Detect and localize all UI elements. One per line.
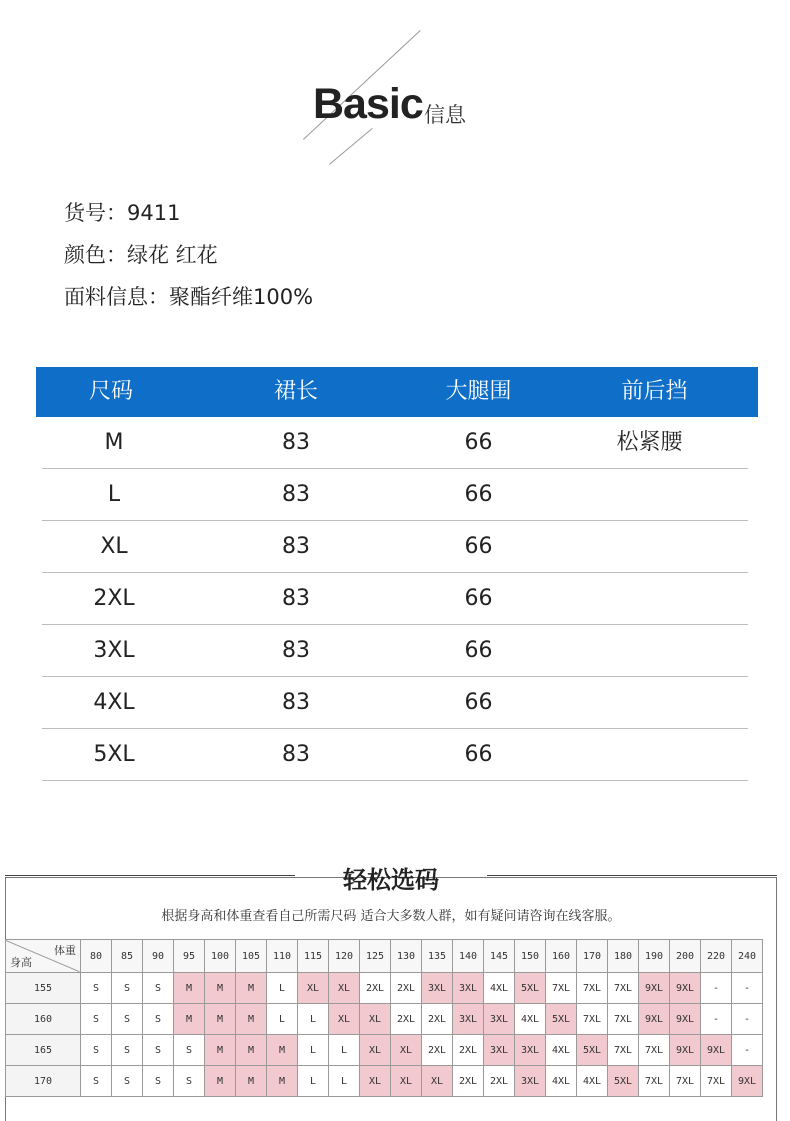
table-row (42, 625, 748, 677)
item-number: 货号：9411 (64, 201, 181, 225)
weight-cell: 105 (236, 940, 267, 973)
cell-rise: 松紧腰 (616, 430, 683, 455)
cell-thigh: 66 (464, 638, 493, 663)
size-cell: XL (329, 973, 360, 1004)
size-cell: S (81, 973, 112, 1004)
size-cell: M (267, 1066, 298, 1097)
weight-cell: 120 (329, 940, 360, 973)
weight-cell: 110 (267, 940, 298, 973)
size-grid (5, 939, 763, 1097)
size-cell: 3XL (515, 1066, 546, 1097)
cell-length: 83 (282, 586, 310, 611)
size-cell: S (174, 1066, 205, 1097)
weight-cell: 145 (484, 940, 515, 973)
size-cell: M (205, 1066, 236, 1097)
size-cell: L (298, 1004, 329, 1035)
size-cell: 7XL (608, 1004, 639, 1035)
size-cell: 7XL (639, 1035, 670, 1066)
size-cell: 4XL (515, 1004, 546, 1035)
size-cell: - (701, 973, 732, 1004)
size-cell: 7XL (577, 1004, 608, 1035)
weight-header-row (6, 940, 763, 973)
table-row (42, 677, 748, 729)
cell-length: 83 (282, 482, 310, 507)
cell-length: 83 (282, 430, 310, 455)
size-cell: M (267, 1035, 298, 1066)
size-cell: 7XL (701, 1066, 732, 1097)
size-cell: L (298, 1066, 329, 1097)
height-label: 身高 (10, 956, 32, 969)
height-row (6, 1004, 763, 1035)
size-cell: XL (391, 1035, 422, 1066)
size-cell: 2XL (360, 973, 391, 1004)
weight-cell: 240 (732, 940, 763, 973)
weight-cell: 180 (608, 940, 639, 973)
table-row (42, 469, 748, 521)
size-cell: 4XL (546, 1035, 577, 1066)
cell-thigh: 66 (464, 430, 493, 455)
size-cell: M (236, 1004, 267, 1035)
size-cell: - (732, 973, 763, 1004)
chart-description: 根据身高和体重查看自己所需尺码 适合大多数人群，如有疑问请咨询在线客服。 (161, 909, 621, 924)
size-table (36, 367, 758, 781)
cell-rise (551, 625, 748, 676)
cell-size: 4XL (93, 690, 135, 715)
size-cell: 9XL (639, 973, 670, 1004)
size-cell: S (143, 1004, 174, 1035)
size-cell: 4XL (546, 1066, 577, 1097)
size-cell: 7XL (670, 1066, 701, 1097)
size-cell: M (205, 1004, 236, 1035)
size-cell: S (81, 1066, 112, 1097)
cell-length: 83 (282, 742, 310, 767)
header-thigh: 大腿围 (445, 379, 512, 404)
height-row (6, 973, 763, 1004)
size-cell: S (81, 1035, 112, 1066)
size-cell: 9XL (670, 973, 701, 1004)
size-cell: 2XL (422, 1035, 453, 1066)
weight-cell: 100 (205, 940, 236, 973)
size-cell: M (236, 1035, 267, 1066)
size-cell: 9XL (701, 1035, 732, 1066)
size-cell: - (732, 1004, 763, 1035)
size-cell: S (143, 1035, 174, 1066)
cell-size: 3XL (93, 638, 135, 663)
size-table-header (36, 367, 758, 417)
title-cn: 信息 (424, 103, 466, 127)
size-cell: 3XL (453, 1004, 484, 1035)
cell-length: 83 (282, 690, 310, 715)
product-info (64, 192, 313, 318)
size-cell: XL (391, 1066, 422, 1097)
header-rise: 前后挡 (621, 379, 688, 404)
weight-cell: 170 (577, 940, 608, 973)
cell-length: 83 (282, 638, 310, 663)
table-row (42, 417, 748, 469)
weight-cell: 95 (174, 940, 205, 973)
size-cell: 7XL (639, 1066, 670, 1097)
size-cell: 3XL (484, 1004, 515, 1035)
easy-size-chart (5, 852, 777, 1120)
height-cell: 160 (6, 1004, 81, 1035)
cell-rise (551, 469, 748, 520)
weight-cell: 220 (701, 940, 732, 973)
size-cell: 7XL (577, 973, 608, 1004)
cell-size: L (107, 482, 121, 507)
cell-thigh: 66 (464, 534, 493, 559)
size-cell: XL (329, 1004, 360, 1035)
size-cell: XL (360, 1066, 391, 1097)
size-table-body (42, 417, 748, 781)
weight-cell: 115 (298, 940, 329, 973)
table-row (42, 729, 748, 781)
size-cell: L (329, 1035, 360, 1066)
size-cell: - (732, 1035, 763, 1066)
weight-cell: 85 (112, 940, 143, 973)
size-cell: 3XL (515, 1035, 546, 1066)
weight-cell: 135 (422, 940, 453, 973)
height-cell: 165 (6, 1035, 81, 1066)
size-cell: M (174, 973, 205, 1004)
cell-rise (551, 521, 748, 572)
size-cell: S (81, 1004, 112, 1035)
table-row (42, 573, 748, 625)
size-cell: XL (360, 1035, 391, 1066)
cell-rise (551, 677, 748, 728)
weight-cell: 90 (143, 940, 174, 973)
size-cell: 4XL (577, 1066, 608, 1097)
chart-title: 轻松选码 (343, 866, 439, 894)
corner-cell (6, 940, 81, 973)
size-cell: S (143, 1066, 174, 1097)
size-cell: 2XL (391, 973, 422, 1004)
title-en: Basic (313, 80, 423, 128)
size-cell: 2XL (422, 1004, 453, 1035)
cell-size: XL (100, 534, 128, 559)
size-cell: XL (422, 1066, 453, 1097)
cell-rise (551, 729, 748, 780)
weight-cell: 200 (670, 940, 701, 973)
height-row (6, 1066, 763, 1097)
size-cell: XL (298, 973, 329, 1004)
height-cell: 170 (6, 1066, 81, 1097)
size-cell: S (143, 973, 174, 1004)
weight-label: 体重 (54, 944, 76, 957)
height-row (6, 1035, 763, 1066)
decor-line (329, 128, 373, 165)
size-cell: 9XL (670, 1035, 701, 1066)
height-cell: 155 (6, 973, 81, 1004)
size-cell: 7XL (608, 973, 639, 1004)
weight-cell: 140 (453, 940, 484, 973)
size-cell: M (205, 973, 236, 1004)
size-cell: 3XL (422, 973, 453, 1004)
size-cell: L (267, 973, 298, 1004)
size-cell: 7XL (546, 973, 577, 1004)
size-cell: 5XL (515, 973, 546, 1004)
size-cell: M (174, 1004, 205, 1035)
size-cell: S (112, 1004, 143, 1035)
header-size: 尺码 (88, 379, 133, 404)
size-cell: 5XL (546, 1004, 577, 1035)
header-length: 裙长 (273, 379, 318, 404)
size-cell: M (236, 1066, 267, 1097)
weight-cell: 150 (515, 940, 546, 973)
header (0, 0, 790, 180)
size-cell: 2XL (391, 1004, 422, 1035)
weight-cell: 125 (360, 940, 391, 973)
fabric-info: 面料信息：聚酯纤维100% (64, 285, 314, 309)
size-cell: S (112, 1066, 143, 1097)
size-cell: S (112, 1035, 143, 1066)
color-info: 颜色：绿花 红花 (64, 243, 218, 267)
size-cell: 4XL (484, 973, 515, 1004)
size-cell: M (205, 1035, 236, 1066)
size-cell: 2XL (453, 1035, 484, 1066)
size-cell: 2XL (484, 1066, 515, 1097)
size-cell: 5XL (608, 1066, 639, 1097)
size-cell: 9XL (639, 1004, 670, 1035)
size-cell: 3XL (484, 1035, 515, 1066)
table-row (42, 521, 748, 573)
size-cell: 3XL (453, 973, 484, 1004)
size-cell: 7XL (608, 1035, 639, 1066)
cell-thigh: 66 (464, 742, 493, 767)
cell-length: 83 (282, 534, 310, 559)
size-cell: XL (360, 1004, 391, 1035)
size-cell: L (267, 1004, 298, 1035)
size-cell: 9XL (732, 1066, 763, 1097)
cell-size: M (104, 430, 124, 455)
size-cell: S (112, 973, 143, 1004)
size-cell: M (236, 973, 267, 1004)
weight-cell: 160 (546, 940, 577, 973)
cell-rise (551, 573, 748, 624)
size-cell: 5XL (577, 1035, 608, 1066)
size-cell: 9XL (670, 1004, 701, 1035)
cell-thigh: 66 (464, 482, 493, 507)
weight-cell: 130 (391, 940, 422, 973)
size-cell: 2XL (453, 1066, 484, 1097)
weight-cell: 190 (639, 940, 670, 973)
cell-size: 5XL (93, 742, 135, 767)
size-cell: L (298, 1035, 329, 1066)
weight-cell: 80 (81, 940, 112, 973)
size-cell: - (701, 1004, 732, 1035)
size-cell: L (329, 1066, 360, 1097)
cell-thigh: 66 (464, 690, 493, 715)
size-cell: S (174, 1035, 205, 1066)
cell-thigh: 66 (464, 586, 493, 611)
cell-size: 2XL (93, 586, 135, 611)
